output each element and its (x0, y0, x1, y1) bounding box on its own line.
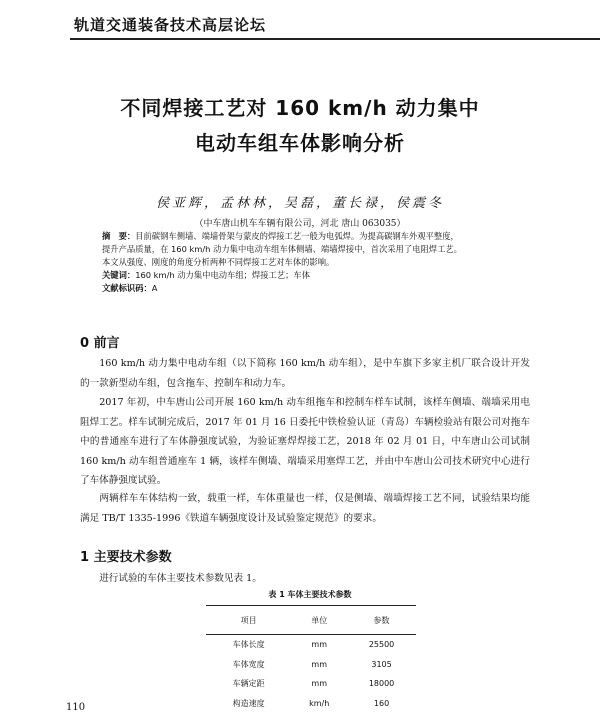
section0-paragraph-3 (80, 489, 530, 528)
table-cell: 车体宽度 (232, 659, 265, 669)
table-cell: 3105 (371, 659, 392, 669)
paragraph-text: 进行试验的车体主要技术参数见表 1。 (99, 573, 262, 584)
table-caption: 表 1 车体主要技术参数 (268, 590, 352, 599)
spec-table (206, 605, 416, 713)
abstract-line: 提升产品质量，在 160 km/h 动力集中电动车组车体侧墙、端墙焊接中，首次采用了电阻焊工艺。 (102, 244, 462, 254)
section1-intro (80, 569, 530, 589)
table-row (206, 655, 416, 675)
table-cell: mm (311, 679, 327, 689)
keywords-label: 关键词： (102, 270, 136, 280)
abstract-line: 目前碳钢车侧墙、端墙骨架与蒙皮的焊接工艺一般为电弧焊。为提高碳钢车外观平整度， (135, 231, 459, 241)
abstract-line: 本文从强度、刚度的角度分析两种不同焊接工艺对车体的影响。 (102, 257, 335, 267)
table-cell: 18000 (368, 679, 395, 689)
table-cell: 构造速度 (232, 698, 265, 708)
paragraph-text: 160 km/h 动力集中电动车组（以下简称 160 km/h 动车组），是中车旗下多家主机厂联合设计开发的一款新型动车组，包含拖车、控制车和动力车。 (80, 358, 530, 389)
table-cell: mm (311, 640, 327, 650)
table-row (206, 674, 416, 694)
table-row (206, 635, 416, 655)
abstract-label: 摘 要： (102, 231, 136, 241)
keywords: 160 km/h 动力集中电动车组；焊接工艺；车体 (135, 270, 311, 280)
table-cell: 25500 (368, 640, 395, 650)
table-header: 单位 (291, 606, 347, 635)
table-header-row (206, 606, 416, 635)
table-cell: mm (311, 659, 327, 669)
table-cell: km/h (309, 698, 330, 708)
section-heading-1: 1 主要技术参数 (80, 550, 172, 565)
doc-code: A (151, 283, 158, 293)
table-cell: 160 (373, 698, 390, 708)
paragraph-text: 2017 年初，中车唐山公司开展 160 km/h 动车组拖车和控制车样车试制，该样车侧墙、端墙采用电阻焊工艺。样车试制完成后，2017 年 01 月 16 日委托中铁检验认证（青岛）车辆检验站有限公司对拖车中的普通座车进行了车体静强度试验，为验证塞焊焊接工艺，2018 年 02 月 01 日，中车唐山公司试制 160 km/h 动车组普通座车 1 辆，该样车侧墙、端墙采用塞焊工艺，并由中车唐山公司技术研究中心进行了车体静强度试验。 (80, 397, 530, 486)
table-header: 参数 (347, 606, 416, 635)
affiliation: （中车唐山机车车辆有限公司，河北 唐山 063035） (194, 219, 406, 229)
table-row (206, 694, 416, 714)
table-header: 项目 (206, 606, 291, 635)
doc-code-label: 文献标识码： (102, 283, 152, 293)
table-cell: 车辆定距 (232, 679, 265, 689)
abstract (102, 230, 542, 295)
paper-title-line-2: 电动车组车体影响分析 (195, 131, 405, 155)
journal-header: 轨道交通装备技术高层论坛 (74, 16, 267, 34)
table-cell: 车体长度 (232, 640, 265, 650)
paper-title-line-1: 不同焊接工艺对 160 km/h 动力集中 (120, 96, 480, 120)
section0-paragraph-2 (80, 393, 530, 491)
paragraph-text: 两辆样车车体结构一致，载重一样，车体重量也一样，仅是侧墙、端墙焊接工艺不同，试验结果均能满足 TB/T 1335-1996《铁道车辆强度设计及试验鉴定规范》的要求。 (80, 493, 530, 524)
section0-paragraph-1 (80, 354, 530, 393)
author-list: 侯亚辉，孟林林，吴磊，董长禄，侯震冬 (155, 196, 444, 211)
header-divider (70, 38, 600, 40)
page-number: 110 (66, 702, 86, 713)
section-heading-0: 0 前言 (80, 336, 120, 351)
